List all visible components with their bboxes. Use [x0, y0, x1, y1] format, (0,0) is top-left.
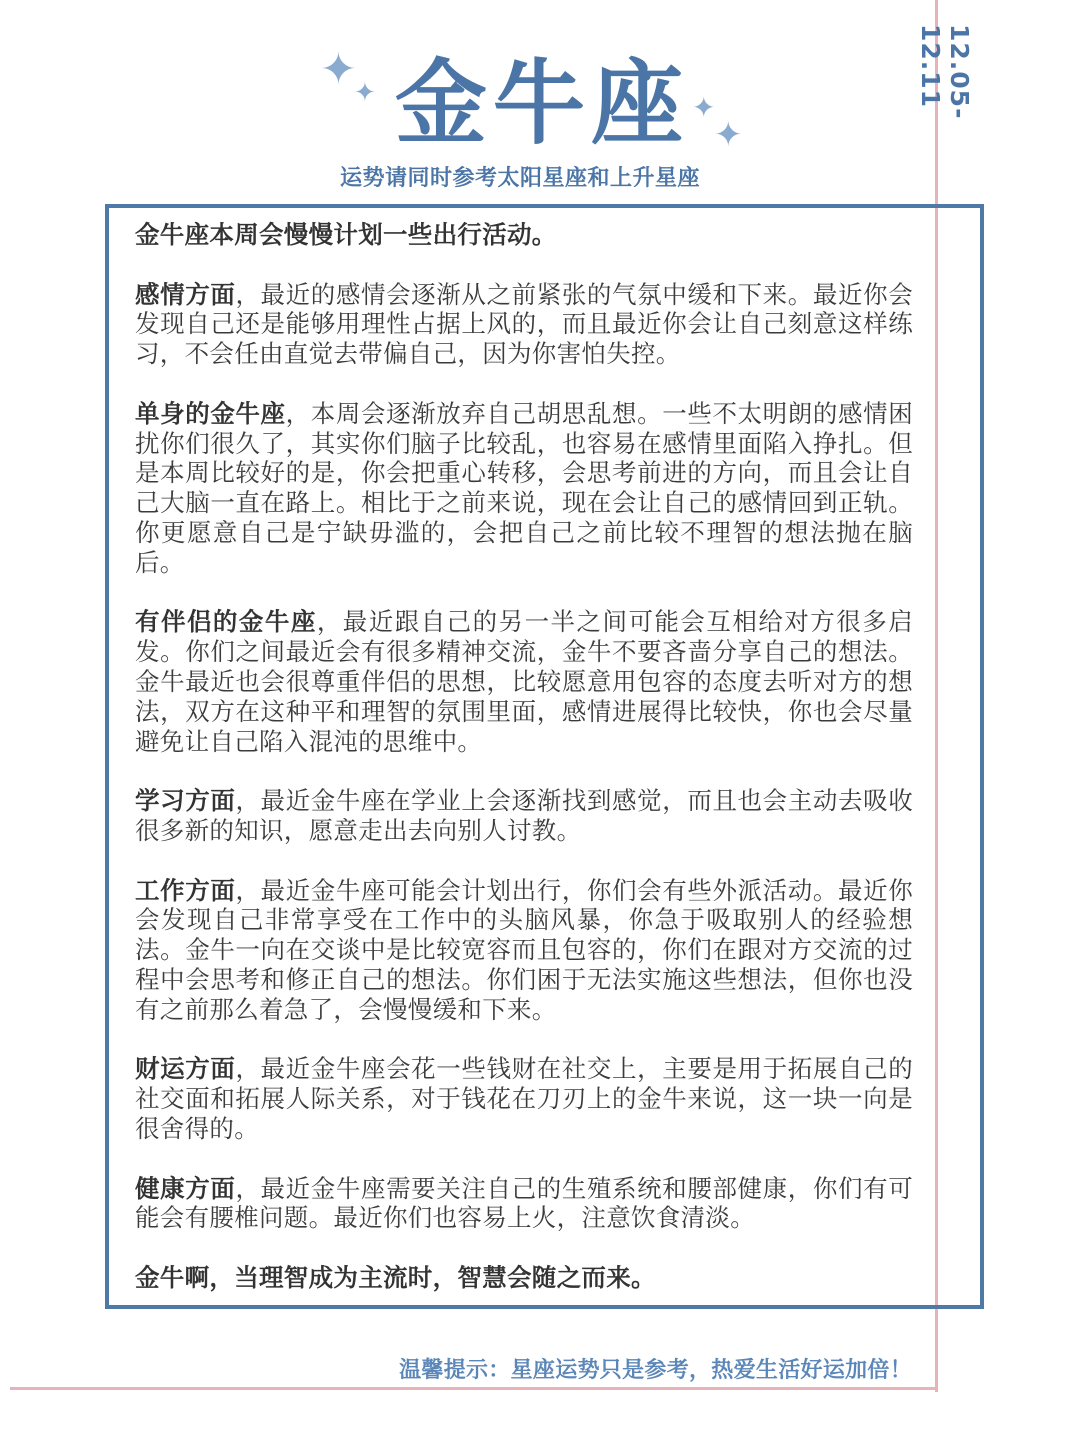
section-label: 单身的金牛座 — [135, 398, 286, 428]
section-label: 财运方面 — [135, 1054, 236, 1084]
intro-text: 金牛座本周会慢慢计划一些出行活动。 — [135, 220, 557, 249]
page-subtitle: 运势请同时参考太阳星座和上升星座 — [339, 166, 700, 191]
section-label: 工作方面 — [135, 875, 236, 905]
section-text: ，最近金牛座需要关注自己的生殖系统和腰部健康，你们有可能会有腰椎问题。最近你们也容易上火，注意饮食清淡。 — [135, 1173, 913, 1233]
sparkle-icon: ✦ — [714, 115, 743, 155]
sparkle-icon: ✦ — [320, 44, 357, 95]
sparkle-icon: ✦ — [354, 78, 376, 108]
section-text: ，最近金牛座会花一些钱财在社交上，主要是用于拓展自己的社交面和拓展人际关系，对于钱花在刀刃上的金牛来说，这一块一向是很舍得的。 — [135, 1054, 913, 1143]
closing-paragraph — [135, 1263, 913, 1293]
section-paragraph — [135, 607, 913, 756]
title-area — [300, 30, 780, 160]
section-paragraph — [135, 1174, 913, 1234]
closing-text: 金牛啊，当理智成为主流时，智慧会随之而来。 — [135, 1262, 656, 1292]
date-range: 12.05-12.11 — [916, 24, 974, 120]
section-paragraph — [135, 399, 913, 578]
section-label: 学习方面 — [135, 786, 236, 816]
decor-pink-horizontal-line — [10, 1387, 938, 1390]
article-body — [135, 220, 913, 1293]
section-label: 感情方面 — [135, 279, 236, 309]
section-paragraph — [135, 1054, 913, 1143]
section-text: ，最近跟自己的另一半之间可能会互相给对方很多启发。你们之间最近会有很多精神交流，金牛不要吝啬分享自己的想法。金牛最近也会很尊重伴侣的思想，比较愿意用包容的态度去听对方的想法，双方在这种平和理智的氛围里面，感情进展得比较快，你也会尽量避免让自己陷入混沌的思维中。 — [135, 607, 913, 756]
section-paragraph — [135, 280, 913, 369]
section-paragraph — [135, 786, 913, 846]
section-text: ，本周会逐渐放弃自己胡思乱想。一些不太明朗的感情困扰你们很久了，其实你们脑子比较乱，也容易在感情里面陷入挣扎。但是本周比较好的是，你会把重心转移，会思考前进的方向，而且会让自己大脑一直在路上。相比于之前来说，现在会让自己的感情回到正轨。你更愿意自己是宁缺毋滥的，会把自己之前比较不理智的想法抛在脑后。 — [135, 398, 913, 577]
section-paragraph — [135, 876, 913, 1025]
section-label: 健康方面 — [135, 1173, 236, 1203]
section-label: 有伴侣的金牛座 — [135, 607, 317, 637]
section-text: ，最近金牛座在学业上会逐渐找到感觉，而且也会主动去吸收很多新的知识，愿意走出去向别人讨教。 — [135, 786, 913, 845]
section-text: ，最近金牛座可能会计划出行，你们会有些外派活动。最近你会发现自己非常享受在工作中的头脑风暴，你急于吸取别人的经验想法。金牛一向在交谈中是比较宽容而且包容的，你们在跟对方交流的过程中会思考和修正自己的想法。你们困于无法实施这些想法，但你也没有之前那么着急了，会慢慢缓和下来。 — [135, 875, 913, 1024]
intro-paragraph — [135, 220, 913, 250]
footer-tip: 温馨提示：星座运势只是参考，热爱生活好运加倍！ — [399, 1358, 912, 1383]
section-text: ，最近的感情会逐渐从之前紧张的气氛中缓和下来。最近你会发现自己还是能够用理性占据上风的，而且最近你会让自己刻意这样练习，不会任由直觉去带偏自己，因为你害怕失控。 — [135, 279, 913, 369]
page-title: 金牛座 — [395, 50, 690, 157]
sparkle-icon: ✦ — [692, 91, 716, 124]
